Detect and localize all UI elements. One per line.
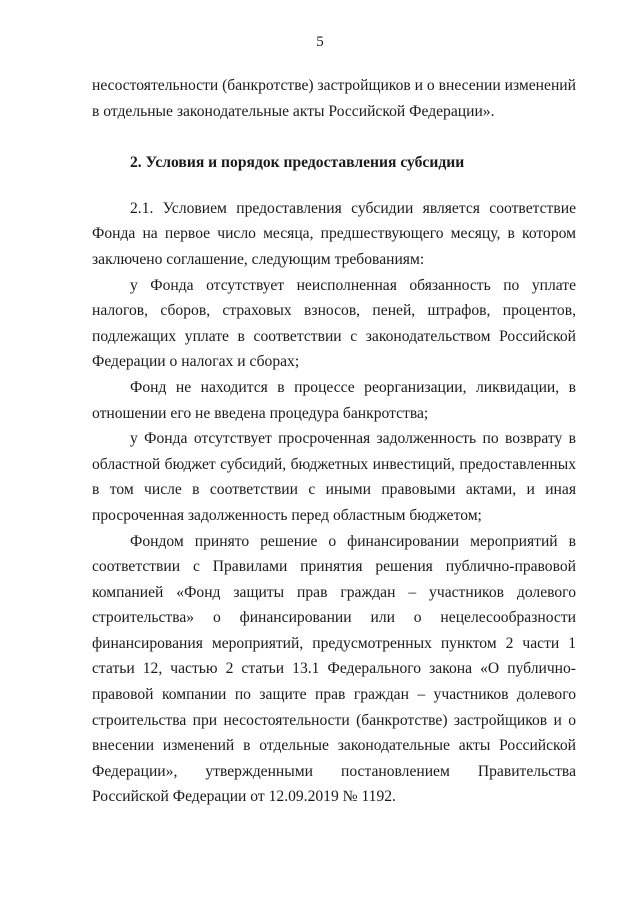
paragraph-financing-decision: Фондом принято решение о финансировании мероприятий в соответствии с Правилами принятия решения публично-правовой компанией «Фонд защиты прав граждан – участников долевого строительства» о финансировании или о нецелесообразности финансирования мероприятий, предусмотренных пунктом 2 части 1 статьи 12, частью 2 статьи 13.1 Федерального закона «О публично-правовой компании по защите прав граждан – участников долевого строительства при несостоятельности (банкротстве) застройщиков и о внесении изменений в отдельные законодательные акты Российской Федерации», утвержденными постановлением Правительства Российской Федерации от 12.09.2019 № 1192.: [92, 532, 576, 806]
paragraph-reorganization: Фонд не находится в процессе реорганизации, ликвидации, в отношении его не введена процедура банкротства;: [92, 378, 576, 422]
paragraph-debt: у Фонда отсутствует просроченная задолженность по возврату в областной бюджет субсидий, бюджетных инвестиций, предоставленных в том числе в соответствии с иными правовыми актами, и иная просроченная задолженность перед областным бюджетом;: [92, 430, 576, 524]
page-number: 5: [316, 34, 324, 50]
continuation-paragraph: несостоятельности (банкротстве) застройщиков и о внесении изменений в отдельные законодательные акты Российской Федерации».: [92, 77, 576, 120]
paragraph-taxes: у Фонда отсутствует неисполненная обязанность по уплате налогов, сборов, страховых взносов, пеней, штрафов, процентов, подлежащих уплате в соответствии с законодательством Российской Федерации о налогах и сборах;: [92, 276, 576, 371]
section-heading: 2. Условия и порядок предоставления субсидии: [130, 154, 465, 172]
page-content: [92, 73, 576, 810]
paragraph-2-1: 2.1. Условием предоставления субсидии является соответствие Фонда на первое число месяца, предшествующего месяцу, в котором заключено соглашение, следующим требованиям:: [92, 199, 576, 268]
